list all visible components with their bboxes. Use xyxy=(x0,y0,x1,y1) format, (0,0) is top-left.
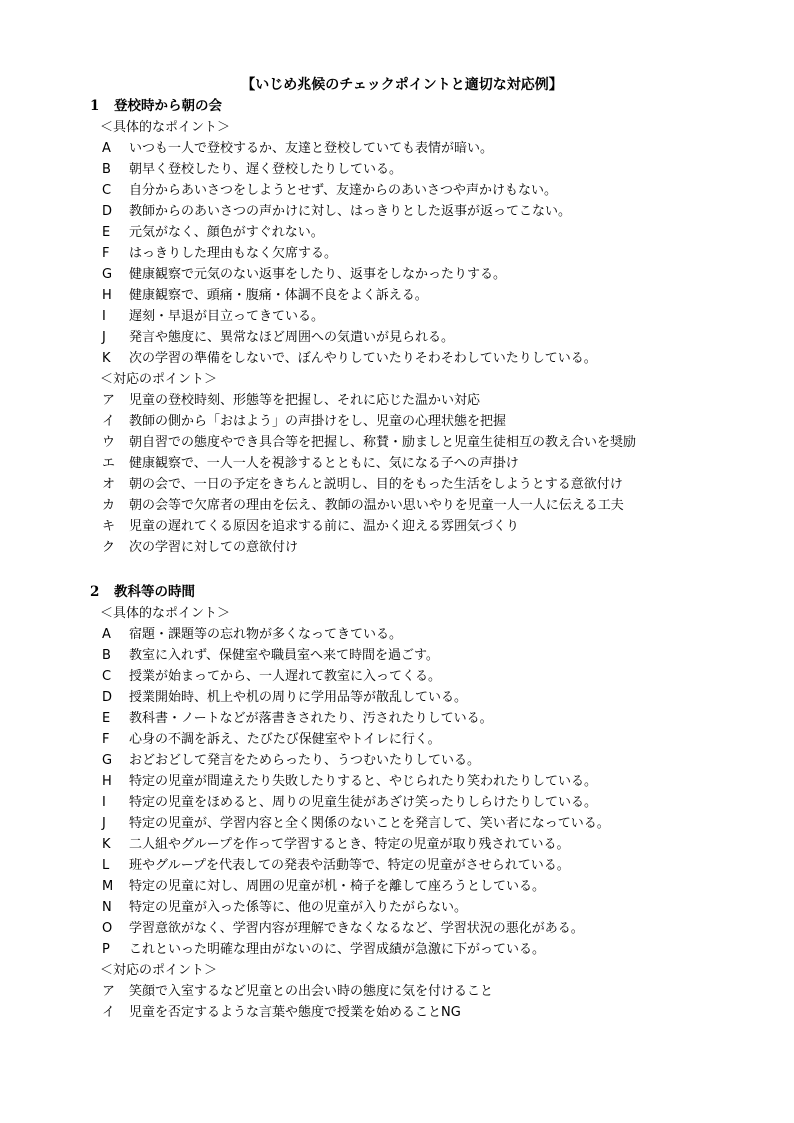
item-mark: イ xyxy=(102,1005,116,1020)
responses-label: ＜対応のポイント＞ xyxy=(100,372,218,387)
section-title: 教科等の時間 xyxy=(114,584,195,600)
section-heading xyxy=(0,96,794,117)
item-mark: E xyxy=(102,711,111,726)
item-text: 発言や態度に、異常なほど周囲への気遣いが見られる。 xyxy=(129,330,455,345)
item-mark: I xyxy=(102,309,106,324)
item-text: 健康観察で、一人一人を視診するとともに、気になる子への声掛け xyxy=(129,456,519,471)
section-heading xyxy=(0,582,794,603)
item-mark: D xyxy=(102,204,113,219)
section-title: 登校時から朝の会 xyxy=(114,98,222,114)
list-item xyxy=(0,516,794,537)
list-item xyxy=(0,306,794,327)
item-mark: カ xyxy=(102,498,116,513)
item-text: 特定の児童が間違えたり失敗したりすると、やじられたり笑われたりしている。 xyxy=(129,774,598,789)
list-item xyxy=(0,729,794,750)
item-mark: A xyxy=(102,627,111,642)
list-item xyxy=(0,411,794,432)
list-item xyxy=(0,264,794,285)
points-label: ＜具体的なポイント＞ xyxy=(100,120,231,135)
item-mark: D xyxy=(102,690,113,705)
list-item xyxy=(0,222,794,243)
item-text: 心身の不調を訴え、たびたび保健室やトイレに行く。 xyxy=(129,732,441,747)
item-mark: J xyxy=(102,816,106,831)
item-text: 朝自習での態度やでき具合等を把握し、称賛・励ましと児童生徒相互の教え合いを奨励 xyxy=(129,435,637,450)
item-text: 遅刻・早退が目立ってきている。 xyxy=(129,309,325,324)
item-text: 元気がなく、顔色がすぐれない。 xyxy=(129,225,324,240)
item-text: 児童を否定するような言葉や態度で授業を始めることNG xyxy=(129,1005,461,1020)
list-item xyxy=(0,432,794,453)
item-mark: C xyxy=(102,669,112,684)
item-mark: イ xyxy=(102,414,116,429)
list-item xyxy=(0,1002,794,1023)
list-item xyxy=(0,243,794,264)
item-mark: C xyxy=(102,183,112,198)
list-item xyxy=(0,327,794,348)
item-text: 授業開始時、机上や机の周りに学用品等が散乱している。 xyxy=(129,690,468,705)
points-label: ＜具体的なポイント＞ xyxy=(100,606,231,621)
list-item xyxy=(0,939,794,960)
list-item xyxy=(0,453,794,474)
item-mark: E xyxy=(102,225,111,240)
list-item xyxy=(0,918,794,939)
item-text: 教科書・ノートなどが落書きされたり、汚されたりしている。 xyxy=(129,711,493,726)
item-text: これといった明確な理由がないのに、学習成績が急激に下がっている。 xyxy=(129,942,546,957)
item-text: いつも一人で登校するか、友達と登校していても表情が暗い。 xyxy=(129,141,494,156)
list-item xyxy=(0,474,794,495)
item-mark: ク xyxy=(102,540,116,555)
item-mark: ア xyxy=(102,984,116,999)
list-item xyxy=(0,897,794,918)
item-mark: H xyxy=(102,774,112,789)
list-item xyxy=(0,390,794,411)
list-item xyxy=(0,834,794,855)
list-item xyxy=(0,981,794,1002)
item-mark: キ xyxy=(102,519,116,534)
list-item xyxy=(0,687,794,708)
item-mark: L xyxy=(102,858,110,873)
section-number: 1 xyxy=(90,98,100,114)
list-item xyxy=(0,855,794,876)
item-text: 学習意欲がなく、学習内容が理解できなくなるなど、学習状況の悪化がある。 xyxy=(129,921,584,936)
item-text: 笑顔で入室するなど児童との出会い時の態度に気を付けること xyxy=(129,984,494,999)
list-item xyxy=(0,201,794,222)
item-mark: F xyxy=(102,732,110,747)
item-text: 健康観察で元気のない返事をしたり、返事をしなかったりする。 xyxy=(129,267,507,282)
list-item xyxy=(0,645,794,666)
item-text: 次の学習に対しての意欲付け xyxy=(129,540,299,555)
item-text: 児童の遅れてくる原因を追求する前に、温かく迎える雰囲気づくり xyxy=(129,519,520,534)
item-text: おどおどして発言をためらったり、うつむいたりしている。 xyxy=(129,753,481,768)
item-mark: G xyxy=(102,267,113,282)
list-item xyxy=(0,666,794,687)
item-mark: A xyxy=(102,141,111,156)
item-text: 特定の児童に対し、周囲の児童が机・椅子を離して座ろうとしている。 xyxy=(129,879,546,894)
item-mark: B xyxy=(102,648,111,663)
item-mark: M xyxy=(102,879,114,894)
responses-label: ＜対応のポイント＞ xyxy=(100,963,218,978)
document-title: 【いじめ兆候のチェックポイントと適切な対応例】 xyxy=(241,77,563,93)
list-item xyxy=(0,876,794,897)
item-text: 班やグループを代表しての発表や活動等で、特定の児童がさせられている。 xyxy=(129,858,570,873)
item-text: 授業が始まってから、一人遅れて教室に入ってくる。 xyxy=(129,669,442,684)
item-text: 朝の会で、一日の予定をきちんと説明し、目的をもった生活をしようとする意欲付け xyxy=(129,477,623,492)
item-mark: O xyxy=(102,921,113,936)
item-text: 教室に入れず、保健室や職員室へ来て時間を過ごす。 xyxy=(129,648,439,663)
item-text: 健康観察で、頭痛・腹痛・体調不良をよく訴える。 xyxy=(129,288,428,303)
list-item xyxy=(0,771,794,792)
item-mark: P xyxy=(102,942,110,957)
section-morning xyxy=(0,96,794,558)
item-text: 自分からあいさつをしようとせず、友達からのあいさつや声かけもない。 xyxy=(129,183,557,198)
item-text: 児童の登校時刻、形態等を把握し、それに応じた温かい対応 xyxy=(129,393,481,408)
list-item xyxy=(0,708,794,729)
item-text: 特定の児童が、学習内容と全く関係のないことを発言して、笑い者になっている。 xyxy=(129,816,610,831)
list-item xyxy=(0,495,794,516)
item-text: 朝早く登校したり、遅く登校したりしている。 xyxy=(129,162,403,177)
item-mark: K xyxy=(102,837,111,852)
list-item xyxy=(0,813,794,834)
list-item xyxy=(0,180,794,201)
list-item xyxy=(0,348,794,369)
item-mark: エ xyxy=(102,456,116,471)
item-mark: J xyxy=(102,330,106,345)
item-text: 教師からのあいさつの声かけに対し、はっきりとした返事が返ってこない。 xyxy=(129,204,572,219)
list-item xyxy=(0,792,794,813)
item-text: 宿題・課題等の忘れ物が多くなってきている。 xyxy=(129,627,403,642)
item-text: 特定の児童が入った係等に、他の児童が入りたがらない。 xyxy=(129,900,468,915)
item-text: 教師の側から「おはよう」の声掛けをし、児童の心理状態を把握 xyxy=(129,414,507,429)
list-item xyxy=(0,285,794,306)
section-class-time xyxy=(0,582,794,1023)
item-mark: オ xyxy=(102,477,116,492)
item-text: 朝の会等で欠席者の理由を伝え、教師の温かい思いやりを児童一人一人に伝える工夫 xyxy=(129,498,624,513)
item-text: 二人組やグループを作って学習するとき、特定の児童が取り残されている。 xyxy=(129,837,570,852)
item-mark: ウ xyxy=(102,435,116,450)
item-text: 次の学習の準備をしないで、ぼんやりしていたりそわそわしていたりしている。 xyxy=(129,351,597,366)
item-mark: H xyxy=(102,288,112,303)
list-item xyxy=(0,537,794,558)
item-mark: K xyxy=(102,351,111,366)
list-item xyxy=(0,138,794,159)
item-mark: ア xyxy=(102,393,116,408)
list-item xyxy=(0,750,794,771)
item-text: 特定の児童をほめると、周りの児童生徒があざけ笑ったりしらけたりしている。 xyxy=(129,795,598,810)
item-mark: N xyxy=(102,900,112,915)
item-mark: G xyxy=(102,753,113,768)
item-mark: F xyxy=(102,246,110,261)
item-text: はっきりした理由もなく欠席する。 xyxy=(129,246,338,261)
list-item xyxy=(0,159,794,180)
item-mark: I xyxy=(102,795,106,810)
item-mark: B xyxy=(102,162,111,177)
list-item xyxy=(0,624,794,645)
section-number: 2 xyxy=(90,584,100,600)
